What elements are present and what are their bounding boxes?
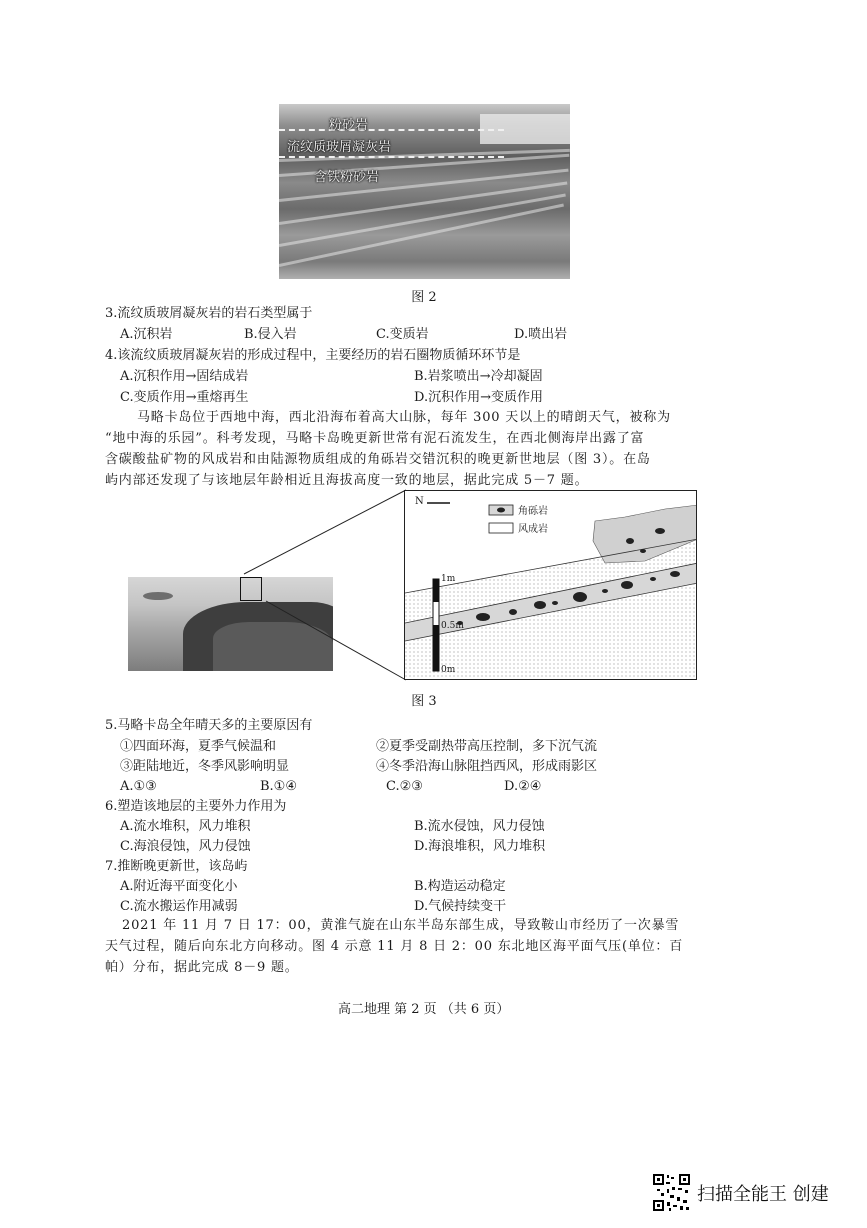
question-3-option-c: C.变质岩 bbox=[376, 327, 429, 342]
question-5-option-b: B.①④ bbox=[260, 779, 297, 794]
figure-2-label-iron-siltstone: 含铁粉砂岩 bbox=[314, 170, 380, 185]
strata-drawing bbox=[405, 491, 697, 680]
figure-3-caption: 图 3 bbox=[411, 694, 437, 709]
question-7-option-c: C.流水搬运作用减弱 bbox=[120, 899, 238, 914]
qr-code-icon bbox=[652, 1173, 691, 1212]
question-6-option-c: C.海浪侵蚀，风力侵蚀 bbox=[120, 839, 251, 854]
question-4-option-a: A.沉积作用→固结成岩 bbox=[120, 369, 249, 384]
figure-3-zoom-connector bbox=[240, 488, 410, 684]
question-5-option-a: A.①③ bbox=[120, 779, 157, 794]
passage-2-line-2: 天气过程，随后向东北方向移动。图 4 示意 11 月 8 日 2：00 东北地区海平面气压(单位：百 bbox=[105, 939, 684, 954]
question-4-stem: 4.该流纹质玻屑凝灰岩的形成过程中，主要经历的岩石圈物质循环环节是 bbox=[105, 348, 521, 363]
scale-0m-label: 0m bbox=[441, 665, 456, 675]
question-7-option-a: A.附近海平面变化小 bbox=[120, 879, 238, 894]
question-5-option-c: C.②③ bbox=[386, 779, 423, 794]
figure-2-label-siltstone: 粉砂岩 bbox=[329, 118, 369, 133]
passage-2-line-3: 帕）分布，据此完成 8－9 题。 bbox=[105, 960, 299, 975]
scale-1m-label: 1m bbox=[441, 574, 456, 584]
question-5-stem: 5.马略卡岛全年晴天多的主要原因有 bbox=[105, 718, 313, 733]
passage-2-line-1: 2021 年 11 月 7 日 17：00，黄淮气旋在山东半岛东部生成，导致鞍山市经历了一次暴雪 bbox=[122, 918, 680, 933]
page-footer: 高二地理 第 2 页 （共 6 页） bbox=[338, 1002, 510, 1017]
passage-1-line-3: 含碳酸盐矿物的风成岩和由陆源物质组成的角砾岩交错沉积的晚更新世地层（图 3）。在岛 bbox=[105, 452, 651, 467]
question-7-stem: 7.推断晚更新世，该岛屿 bbox=[105, 859, 248, 874]
question-5-option-d: D.②④ bbox=[504, 779, 542, 794]
question-7-option-b: B.构造运动稳定 bbox=[414, 879, 506, 894]
figure-2-label-tuff: 流纹质玻屑凝灰岩 bbox=[287, 140, 392, 155]
question-5-statement-1: ①四面环海，夏季气候温和 bbox=[120, 739, 277, 754]
question-5-statement-4: ④冬季沿海山脉阻挡西风，形成雨影区 bbox=[376, 759, 598, 774]
question-3-option-a: A.沉积岩 bbox=[120, 327, 173, 342]
legend-breccia-label: 角砾岩 bbox=[518, 506, 548, 517]
north-label: N bbox=[415, 496, 424, 507]
question-4-option-d: D.沉积作用→变质作用 bbox=[414, 390, 543, 405]
scanner-brand-label: 扫描全能王 创建 bbox=[697, 1184, 829, 1205]
question-5-statement-3: ③距陆地近，冬季风影响明显 bbox=[120, 759, 290, 774]
figure-2-caption: 图 2 bbox=[411, 290, 437, 305]
scale-05m-label: 0.5m bbox=[441, 621, 464, 631]
question-3-option-d: D.喷出岩 bbox=[514, 327, 568, 342]
question-5-statement-2: ②夏季受副热带高压控制，多下沉气流 bbox=[376, 739, 598, 754]
question-3-option-b: B.侵入岩 bbox=[244, 327, 297, 342]
question-6-option-a: A.流水堆积，风力堆积 bbox=[120, 819, 251, 834]
passage-1-line-4: 屿内部还发现了与该地层年龄相近且海拔高度一致的地层，据此完成 5－7 题。 bbox=[105, 473, 589, 488]
figure-2-photo bbox=[279, 104, 570, 279]
legend-eolian-label: 风成岩 bbox=[518, 524, 548, 535]
question-4-option-c: C.变质作用→重熔再生 bbox=[120, 390, 249, 405]
question-6-stem: 6.塑造该地层的主要外力作用为 bbox=[105, 799, 287, 814]
passage-1-line-2: “地中海的乐园”。科考发现，马略卡岛晚更新世常有泥石流发生，在西北侧海岸出露了富 bbox=[105, 431, 645, 446]
passage-1-line-1: 马略卡岛位于西地中海，西北沿海布着高大山脉，每年 300 天以上的晴朗天气，被称为 bbox=[137, 410, 671, 425]
question-6-option-b: B.流水侵蚀，风力侵蚀 bbox=[414, 819, 545, 834]
figure-3-stratigraphic-diagram bbox=[404, 490, 697, 680]
question-3-stem: 3.流纹质玻屑凝灰岩的岩石类型属于 bbox=[105, 306, 313, 321]
question-6-option-d: D.海浪堆积，风力堆积 bbox=[414, 839, 546, 854]
question-4-option-b: B.岩浆喷出→冷却凝固 bbox=[414, 369, 543, 384]
question-7-option-d: D.气候持续变干 bbox=[414, 899, 507, 914]
